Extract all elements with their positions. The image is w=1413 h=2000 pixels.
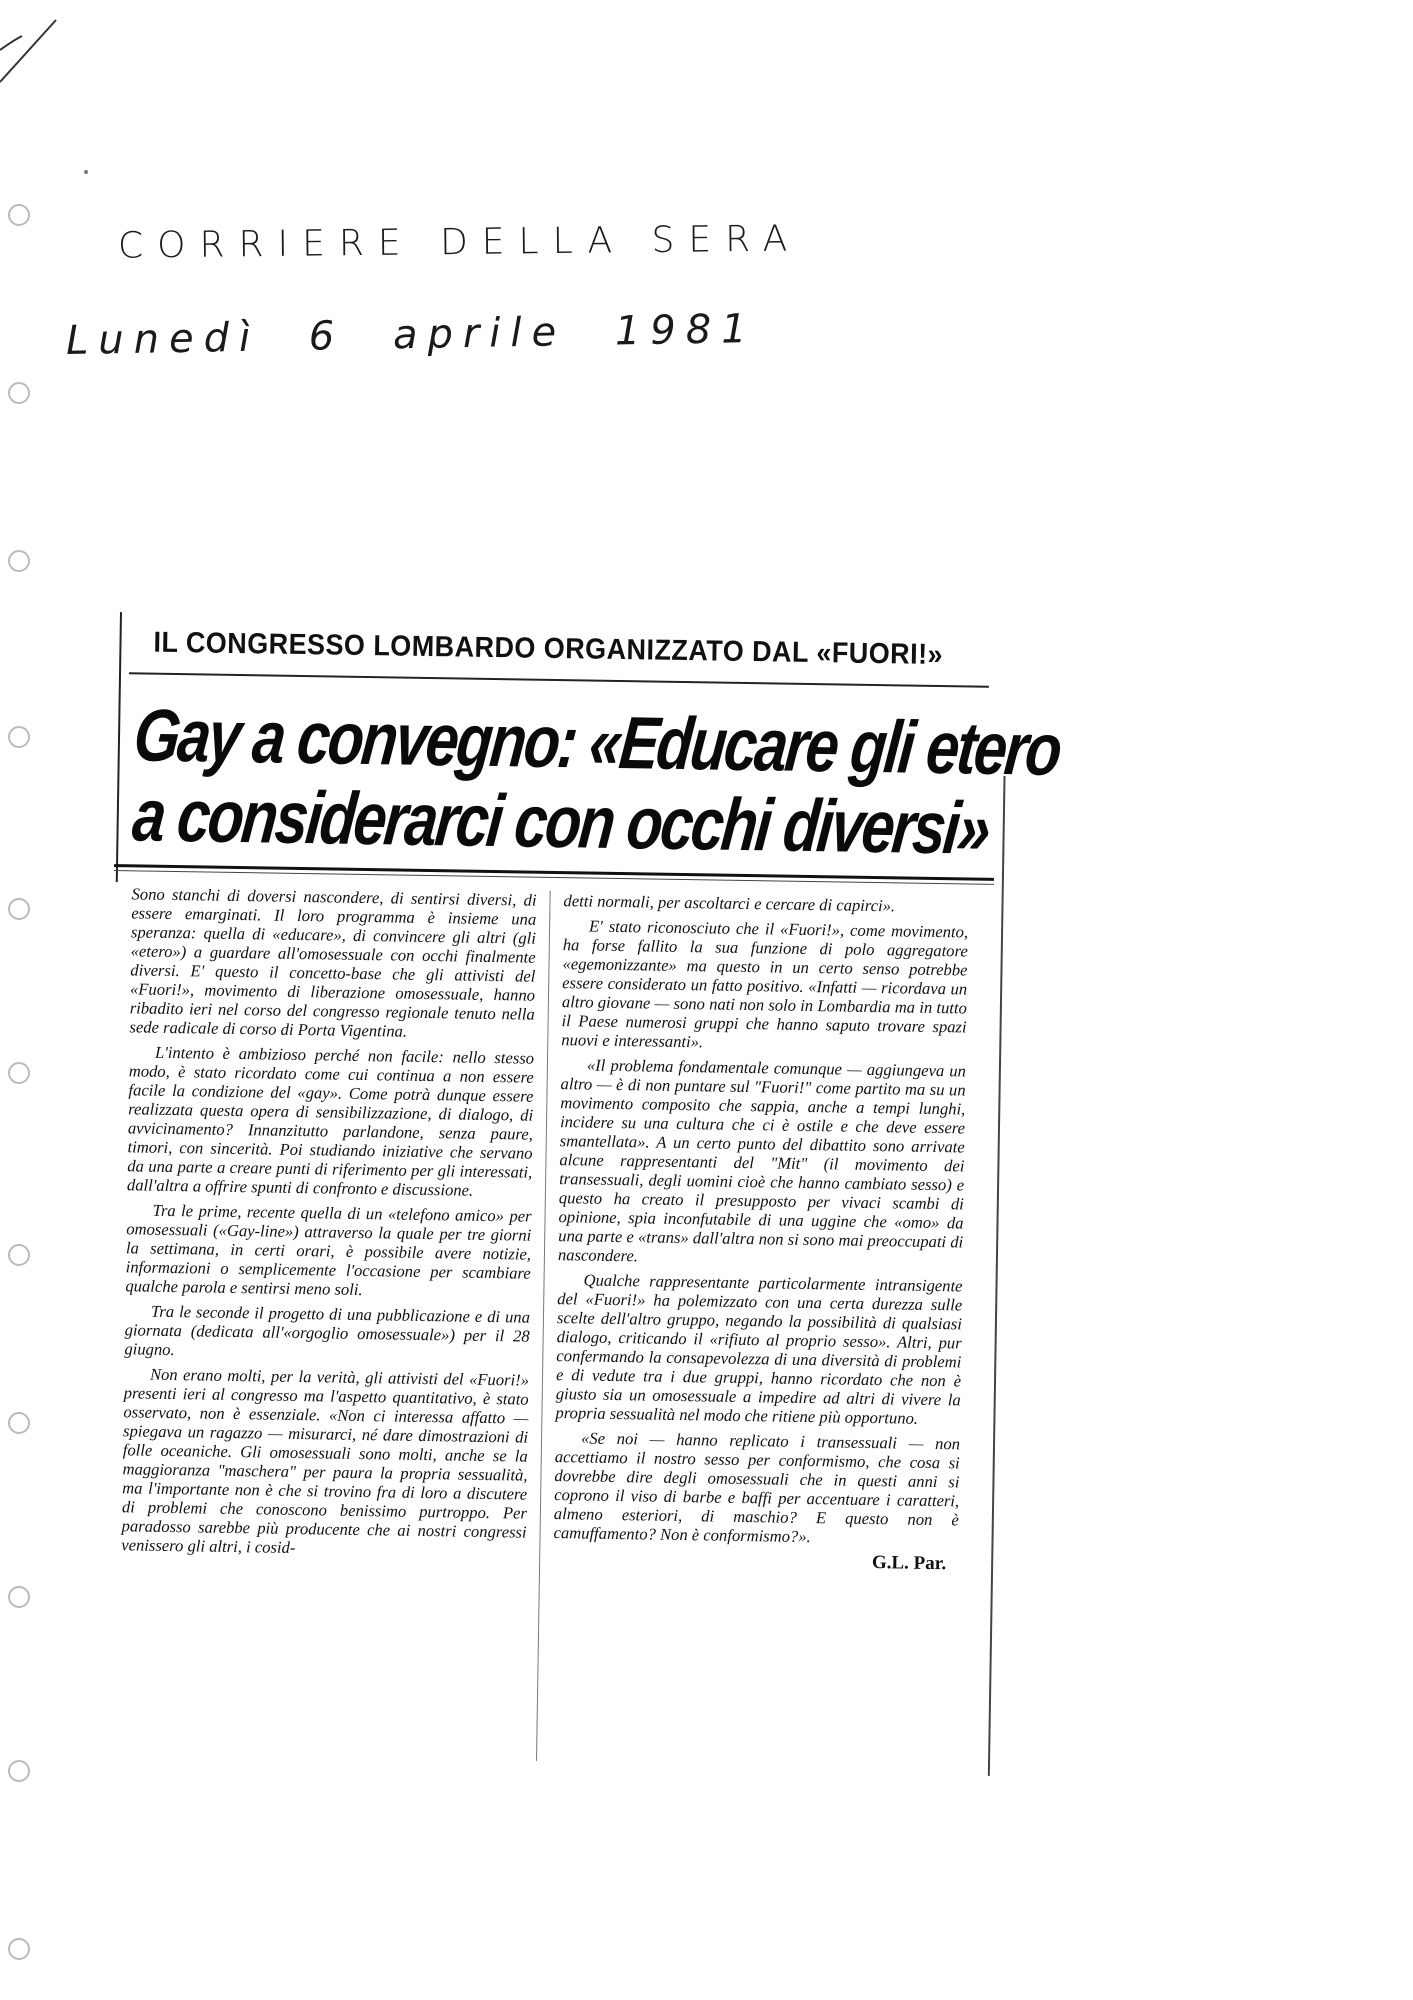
punch-hole [8,1938,30,1960]
clipping-edge [116,612,122,882]
kicker-rule [129,672,989,688]
punch-hole [8,1412,30,1434]
article-paragraph: «Se noi — hanno replicato i transessuali — non accettiamo il nostro sesso per conformismo, che cosa si dovrebbe dire degli omosessuali che in questi anni si coprono il viso di barbe e baffi per accentuare i caratteri, almeno esteriori, di maschio? E questo non è camuffamento? Non è conformismo?». [553,1428,961,1547]
article-body [118,884,982,1777]
article-headline-line-2: a considerarci con occhi diversi» [129,773,993,870]
handwritten-date: Lunedì 6 aprile 1981 [65,305,758,365]
article-paragraph: E' stato riconosciuto che il «Fuori!», come movimento, ha forse fallito la sua funzione di polo aggregatore «egemonizzante» ma questo in un certo senso potrebbe essere considerato un fatto positivo. «Infatti — ricordava un altro giovane — sono nati non solo in Lombardia ma in tutto il Paese numerosi gruppi che hanno saputo trovare spazi nuovi e interessanti». [561,916,969,1052]
speck [84,170,88,174]
corner-scan-mark [0,0,70,90]
newspaper-clipping [93,612,1064,1806]
article-paragraph: Qualche rappresentante particolarmente intransigente del «Fuori!» ha polemizzato con una certa durezza sulle scelte dell'altro gruppo, negando la possibilità di qualsiasi dialogo, criticando il «rifiuto al proprio sesso». Altri, pur confermando la consapevolezza di una diversità di problemi e di vedute tra i due gruppi, hanno ricordato che non è giusto sia un omosessuale a impedire ad altri di vivere la propria sessualità nel modo che ritiene più opportuno. [555,1270,963,1428]
article-paragraph: Non erano molti, per la verità, gli attivisti del «Fuori!» presenti ieri al congresso ma l'aspetto quantitativo, è stato osservato, non è essenziale. «Non ci interessa affatto — spiegava un ragazzo — misurarci, né dare dimostrazioni di folle oceaniche. Gli omosessuali sono molti, anche se la maggioranza "maschera" per paura la propria sessualità, ma l'importante non è che si trovino fra di loro a discutere di problemi che conoscono benissimo purtroppo. Per paradosso sarebbe più producente che ai nostri congressi venissero gli altri, i cosid- [121,1364,530,1557]
punch-hole [8,1062,30,1084]
article-paragraph: «Il problema fondamentale comunque — aggiungeva un altro — è di non puntare sul "Fuori!" come partito ma su un movimento composito che sappia, anche a tempi lunghi, incidere su una cultura che ci è ostile e che deve essere smantellata». A un certo punto del dibattito sono arrivate alcune rappresentanti del "Mit" (il movimento dei transessuali, degli uomini cioè che hanno cambiato sesso) e questo ha creato il presupposto per vivaci scambi di opinione, spia inconfutabile di una uggine che «omo» da una parte e «trans» dall'altra non si sono mai preoccupati di nascondere. [557,1055,967,1266]
article-paragraph: Sono stanchi di doversi nascondere, di sentirsi diversi, di essere emarginati. Il loro programma è insieme una speranza: quella di «educare», di convincere gli altri (gli «etero») a guardare all'omosessuale con occhi finalmente diversi. E' questo il concetto-base che gli attivisti del «Fuori!», movimento di liberazione omosessuale, hanno ribadito ieri nel corso del congresso regionale tenuto nella sede radicale di corso di Porta Vigentina. [129,884,537,1041]
article-byline: G.L. Par. [871,1552,947,1575]
column-divider [536,891,551,1761]
article-column-right [553,891,969,1573]
article-headline-line-1: Gay a convegno: «Educare gli etero [130,693,1064,791]
punch-hole [8,1760,30,1782]
article-column-left [121,884,537,1566]
punch-hole [8,550,30,572]
article-paragraph: L'intento è ambizioso perché non facile: nello stesso modo, è stato ricordato come cui continua a non essere facile la condizione del «gay». Come potrà dunque essere realizzata questa opera di sensibilizzazione, di dialogo, di avvicinamento? Innanzitutto parlandone, senza paure, timori, con sincerità. Poi studiando iniziative che servano da una parte a creare punti di riferimento per gli interessati, dall'altra a offrire spunti di confronto e discussione. [126,1042,535,1200]
handwritten-newspaper-name: CORRIERE DELLA SERA [117,218,802,267]
punch-hole [8,382,30,404]
clipping-edge [988,776,1006,1776]
article-paragraph: Tra le seconde il progetto di una pubblicazione e di una giornata (dedicata all'«orgoglio omosessuale») per il 28 giugno. [124,1301,531,1360]
article-kicker: IL CONGRESSO LOMBARDO ORGANIZZATO DAL «FUORI!» [153,626,944,672]
punch-hole [8,204,30,226]
punch-hole [8,1586,30,1608]
punch-hole [8,898,30,920]
article-paragraph: detti normali, per ascoltarci e cercare di capirci». [563,891,896,916]
punch-hole [8,1244,30,1266]
article-paragraph: Tra le prime, recente quella di un «telefono amico» per omosessuali («Gay-line») attraverso la quale per tre giorni la settimana, in certi orari, è possibile avere notizie, informazioni o semplicemente l'occasione per scambiare qualche parola e sentirsi meno soli. [125,1200,532,1300]
punch-hole [8,726,30,748]
